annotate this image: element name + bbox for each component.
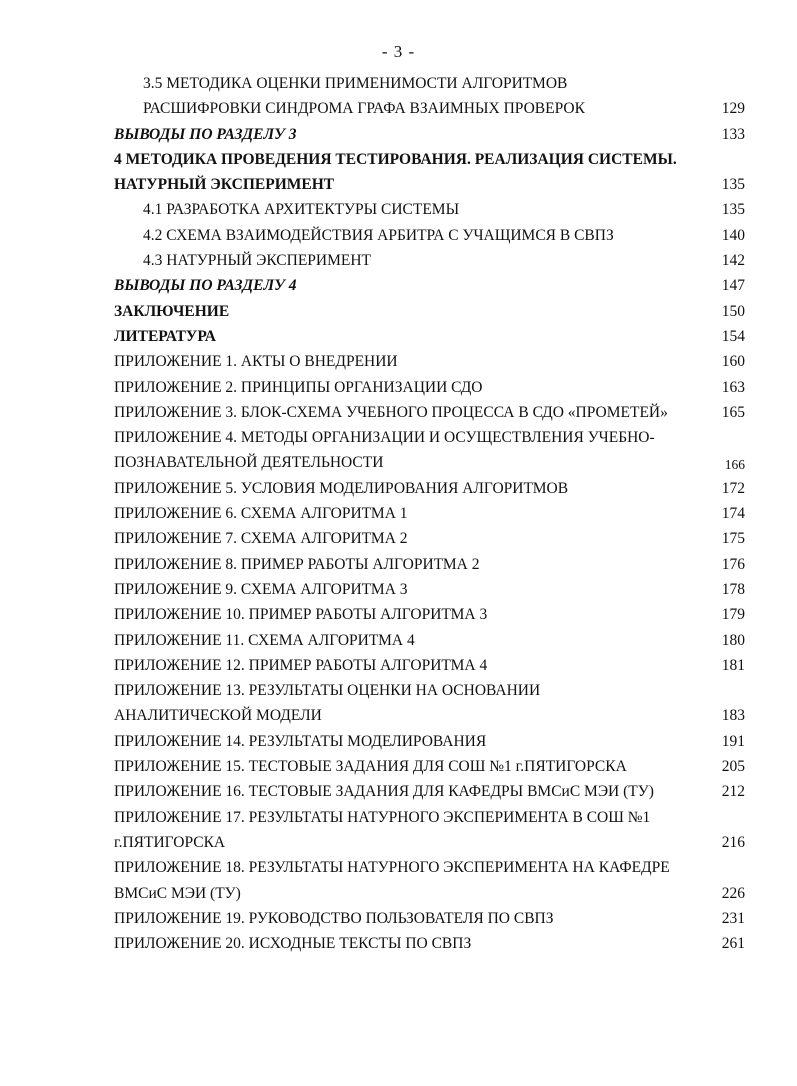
toc-line: [0, 754, 797, 779]
toc-entry-text: г.ПЯТИГОРСКА: [114, 833, 226, 851]
toc-page-number: 172: [721, 479, 745, 497]
toc-entry-text: 4.3 НАТУРНЫЙ ЭКСПЕРИМЕНТ: [143, 252, 372, 270]
toc-entry-text: ПРИЛОЖЕНИЕ 14. РЕЗУЛЬТАТЫ МОДЕЛИРОВАНИЯ: [114, 732, 487, 750]
toc-page-number: 176: [721, 555, 745, 573]
toc-line: [0, 855, 797, 880]
toc-line: [0, 906, 797, 931]
toc-page-number: 133: [721, 125, 745, 143]
toc-page-number: 191: [721, 732, 745, 750]
toc-line: [0, 450, 797, 475]
toc-entry-text: ПРИЛОЖЕНИЕ 6. СХЕМА АЛГОРИТМА 1: [114, 505, 408, 523]
toc-line: [0, 779, 797, 804]
toc-line: [0, 729, 797, 754]
toc-entry-text: ПРИЛОЖЕНИЕ 18. РЕЗУЛЬТАТЫ НАТУРНОГО ЭКСПЕРИМЕНТА НА КАФЕДРЕ: [114, 859, 670, 877]
toc-line: [0, 931, 797, 956]
toc-entry-text: 4.1 РАЗРАБОТКА АРХИТЕКТУРЫ СИСТЕМЫ: [143, 201, 460, 219]
toc-entry-text: НАТУРНЫЙ ЭКСПЕРИМЕНТ: [114, 176, 335, 194]
toc-line: [0, 678, 797, 703]
toc-entry-text: ПРИЛОЖЕНИЕ 11. СХЕМА АЛГОРИТМА 4: [114, 631, 415, 649]
toc-page-number: 140: [721, 226, 745, 244]
toc-line: [0, 703, 797, 728]
toc-entry-text: ПРИЛОЖЕНИЕ 4. МЕТОДЫ ОРГАНИЗАЦИИ И ОСУЩЕСТВЛЕНИЯ УЧЕБНО-: [114, 429, 655, 447]
toc-line: [0, 197, 797, 222]
toc-line: [0, 628, 797, 653]
toc-page-number: 147: [721, 277, 745, 295]
page-number: - 3 -: [381, 42, 416, 61]
toc-entry-text: 4.2 СХЕМА ВЗАИМОДЕЙСТВИЯ АРБИТРА С УЧАЩИМСЯ В СВПЗ: [143, 226, 614, 244]
toc-entry-text: ПРИЛОЖЕНИЕ 19. РУКОВОДСТВО ПОЛЬЗОВАТЕЛЯ ПО СВПЗ: [114, 909, 554, 927]
toc-entry-text: 3.5 МЕТОДИКА ОЦЕНКИ ПРИМЕНИМОСТИ АЛГОРИТМОВ: [143, 75, 568, 92]
toc-entry-text: ПРИЛОЖЕНИЕ 16. ТЕСТОВЫЕ ЗАДАНИЯ ДЛЯ КАФЕДРЫ ВМСиС МЭИ (ТУ): [114, 783, 654, 801]
toc-entry-text: ПРИЛОЖЕНИЕ 13. РЕЗУЛЬТАТЫ ОЦЕНКИ НА ОСНОВАНИИ: [114, 682, 541, 700]
toc-page-number: 231: [721, 909, 745, 927]
toc-line: [0, 273, 797, 298]
toc-page-number: 205: [721, 758, 745, 776]
toc-entry-text: РАСШИФРОВКИ СИНДРОМА ГРАФА ВЗАИМНЫХ ПРОВЕРОК: [143, 100, 585, 118]
toc-line: [0, 400, 797, 425]
toc-line: [0, 299, 797, 324]
toc-page-number: 261: [721, 935, 745, 953]
toc-page-number: 181: [721, 656, 745, 674]
toc-entry-text: ПРИЛОЖЕНИЕ 8. ПРИМЕР РАБОТЫ АЛГОРИТМА 2: [114, 555, 480, 573]
toc-line: [0, 577, 797, 602]
toc-page-number: 150: [721, 302, 745, 320]
toc-line: [0, 172, 797, 197]
toc-entry-text: АНАЛИТИЧЕСКОЙ МОДЕЛИ: [114, 707, 322, 725]
toc-line: [0, 147, 797, 172]
toc-entry-text: ПРИЛОЖЕНИЕ 12. ПРИМЕР РАБОТЫ АЛГОРИТМА 4: [114, 656, 488, 674]
toc-page-number: 175: [721, 530, 745, 548]
toc-entry-text: 4 МЕТОДИКА ПРОВЕДЕНИЯ ТЕСТИРОВАНИЯ. РЕАЛИЗАЦИЯ СИСТЕМЫ.: [114, 150, 677, 168]
toc-line: [0, 248, 797, 273]
toc-page-number: 165: [721, 403, 745, 421]
toc-page-number: 178: [721, 580, 745, 598]
toc-entry-text: ПРИЛОЖЕНИЕ 20. ИСХОДНЫЕ ТЕКСТЫ ПО СВПЗ: [114, 935, 472, 953]
toc-page-number: 142: [721, 252, 745, 270]
toc-entry-text: ПРИЛОЖЕНИЕ 1. АКТЫ О ВНЕДРЕНИИ: [114, 353, 398, 371]
toc-line: [0, 805, 797, 830]
toc-entry-text: ПОЗНАВАТЕЛЬНОЙ ДЕЯТЕЛЬНОСТИ: [114, 454, 384, 472]
toc-entry-text: ВЫВОДЫ ПО РАЗДЕЛУ 3: [114, 125, 297, 143]
toc-line: [0, 501, 797, 526]
toc-line: [0, 476, 797, 501]
toc-page-number: 179: [721, 606, 745, 624]
toc-line: [0, 425, 797, 450]
toc-line: [0, 375, 797, 400]
toc-entry-text: ВЫВОДЫ ПО РАЗДЕЛУ 4: [114, 277, 297, 295]
toc-page-number: 135: [721, 201, 745, 219]
toc-page-number: 154: [721, 327, 745, 345]
toc-line: [0, 122, 797, 147]
toc-entry-text: ПРИЛОЖЕНИЕ 10. ПРИМЕР РАБОТЫ АЛГОРИТМА 3: [114, 606, 488, 624]
toc-line: [0, 526, 797, 551]
toc-line: [0, 653, 797, 678]
toc-page-number: 216: [721, 833, 745, 851]
toc-page-number: 129: [721, 100, 745, 118]
toc-page-number: 163: [721, 378, 745, 396]
toc-entry-text: ЛИТЕРАТУРА: [114, 327, 216, 345]
toc-page-number: 166: [724, 457, 745, 473]
toc-entry-text: ПРИЛОЖЕНИЕ 5. УСЛОВИЯ МОДЕЛИРОВАНИЯ АЛГОРИТМОВ: [114, 479, 569, 497]
toc-line: [0, 324, 797, 349]
toc-entry-text: ПРИЛОЖЕНИЕ 17. РЕЗУЛЬТАТЫ НАТУРНОГО ЭКСПЕРИМЕНТА В СОШ №1: [114, 808, 651, 826]
toc-line: [0, 881, 797, 906]
toc-entry-text: ЗАКЛЮЧЕНИЕ: [114, 302, 230, 320]
toc-page-number: 212: [721, 783, 745, 801]
toc-page-number: 180: [721, 631, 745, 649]
toc-line: [0, 349, 797, 374]
toc-page-number: 226: [721, 884, 745, 902]
toc-entry-text: ВМСиС МЭИ (ТУ): [114, 884, 241, 902]
toc-page-number: 183: [721, 707, 745, 725]
toc-line: [0, 602, 797, 627]
toc-line: [0, 830, 797, 855]
toc-entry-text: ПРИЛОЖЕНИЕ 2. ПРИНЦИПЫ ОРГАНИЗАЦИИ СДО: [114, 378, 483, 396]
toc-entry-text: ПРИЛОЖЕНИЕ 9. СХЕМА АЛГОРИТМА 3: [114, 580, 408, 598]
table-of-contents: [0, 71, 797, 956]
toc-line: [0, 71, 797, 96]
toc-page-number: 160: [721, 353, 745, 371]
toc-line: [0, 552, 797, 577]
toc-line: [0, 96, 797, 121]
toc-entry-text: ПРИЛОЖЕНИЕ 3. БЛОК-СХЕМА УЧЕБНОГО ПРОЦЕССА В СДО «ПРОМЕТЕЙ»: [114, 403, 668, 421]
toc-line: [0, 223, 797, 248]
toc-entry-text: ПРИЛОЖЕНИЕ 7. СХЕМА АЛГОРИТМА 2: [114, 530, 408, 548]
toc-page-number: 174: [721, 505, 745, 523]
toc-entry-text: ПРИЛОЖЕНИЕ 15. ТЕСТОВЫЕ ЗАДАНИЯ ДЛЯ СОШ №1 г.ПЯТИГОРСКА: [114, 758, 627, 776]
toc-page-number: 135: [721, 176, 745, 194]
